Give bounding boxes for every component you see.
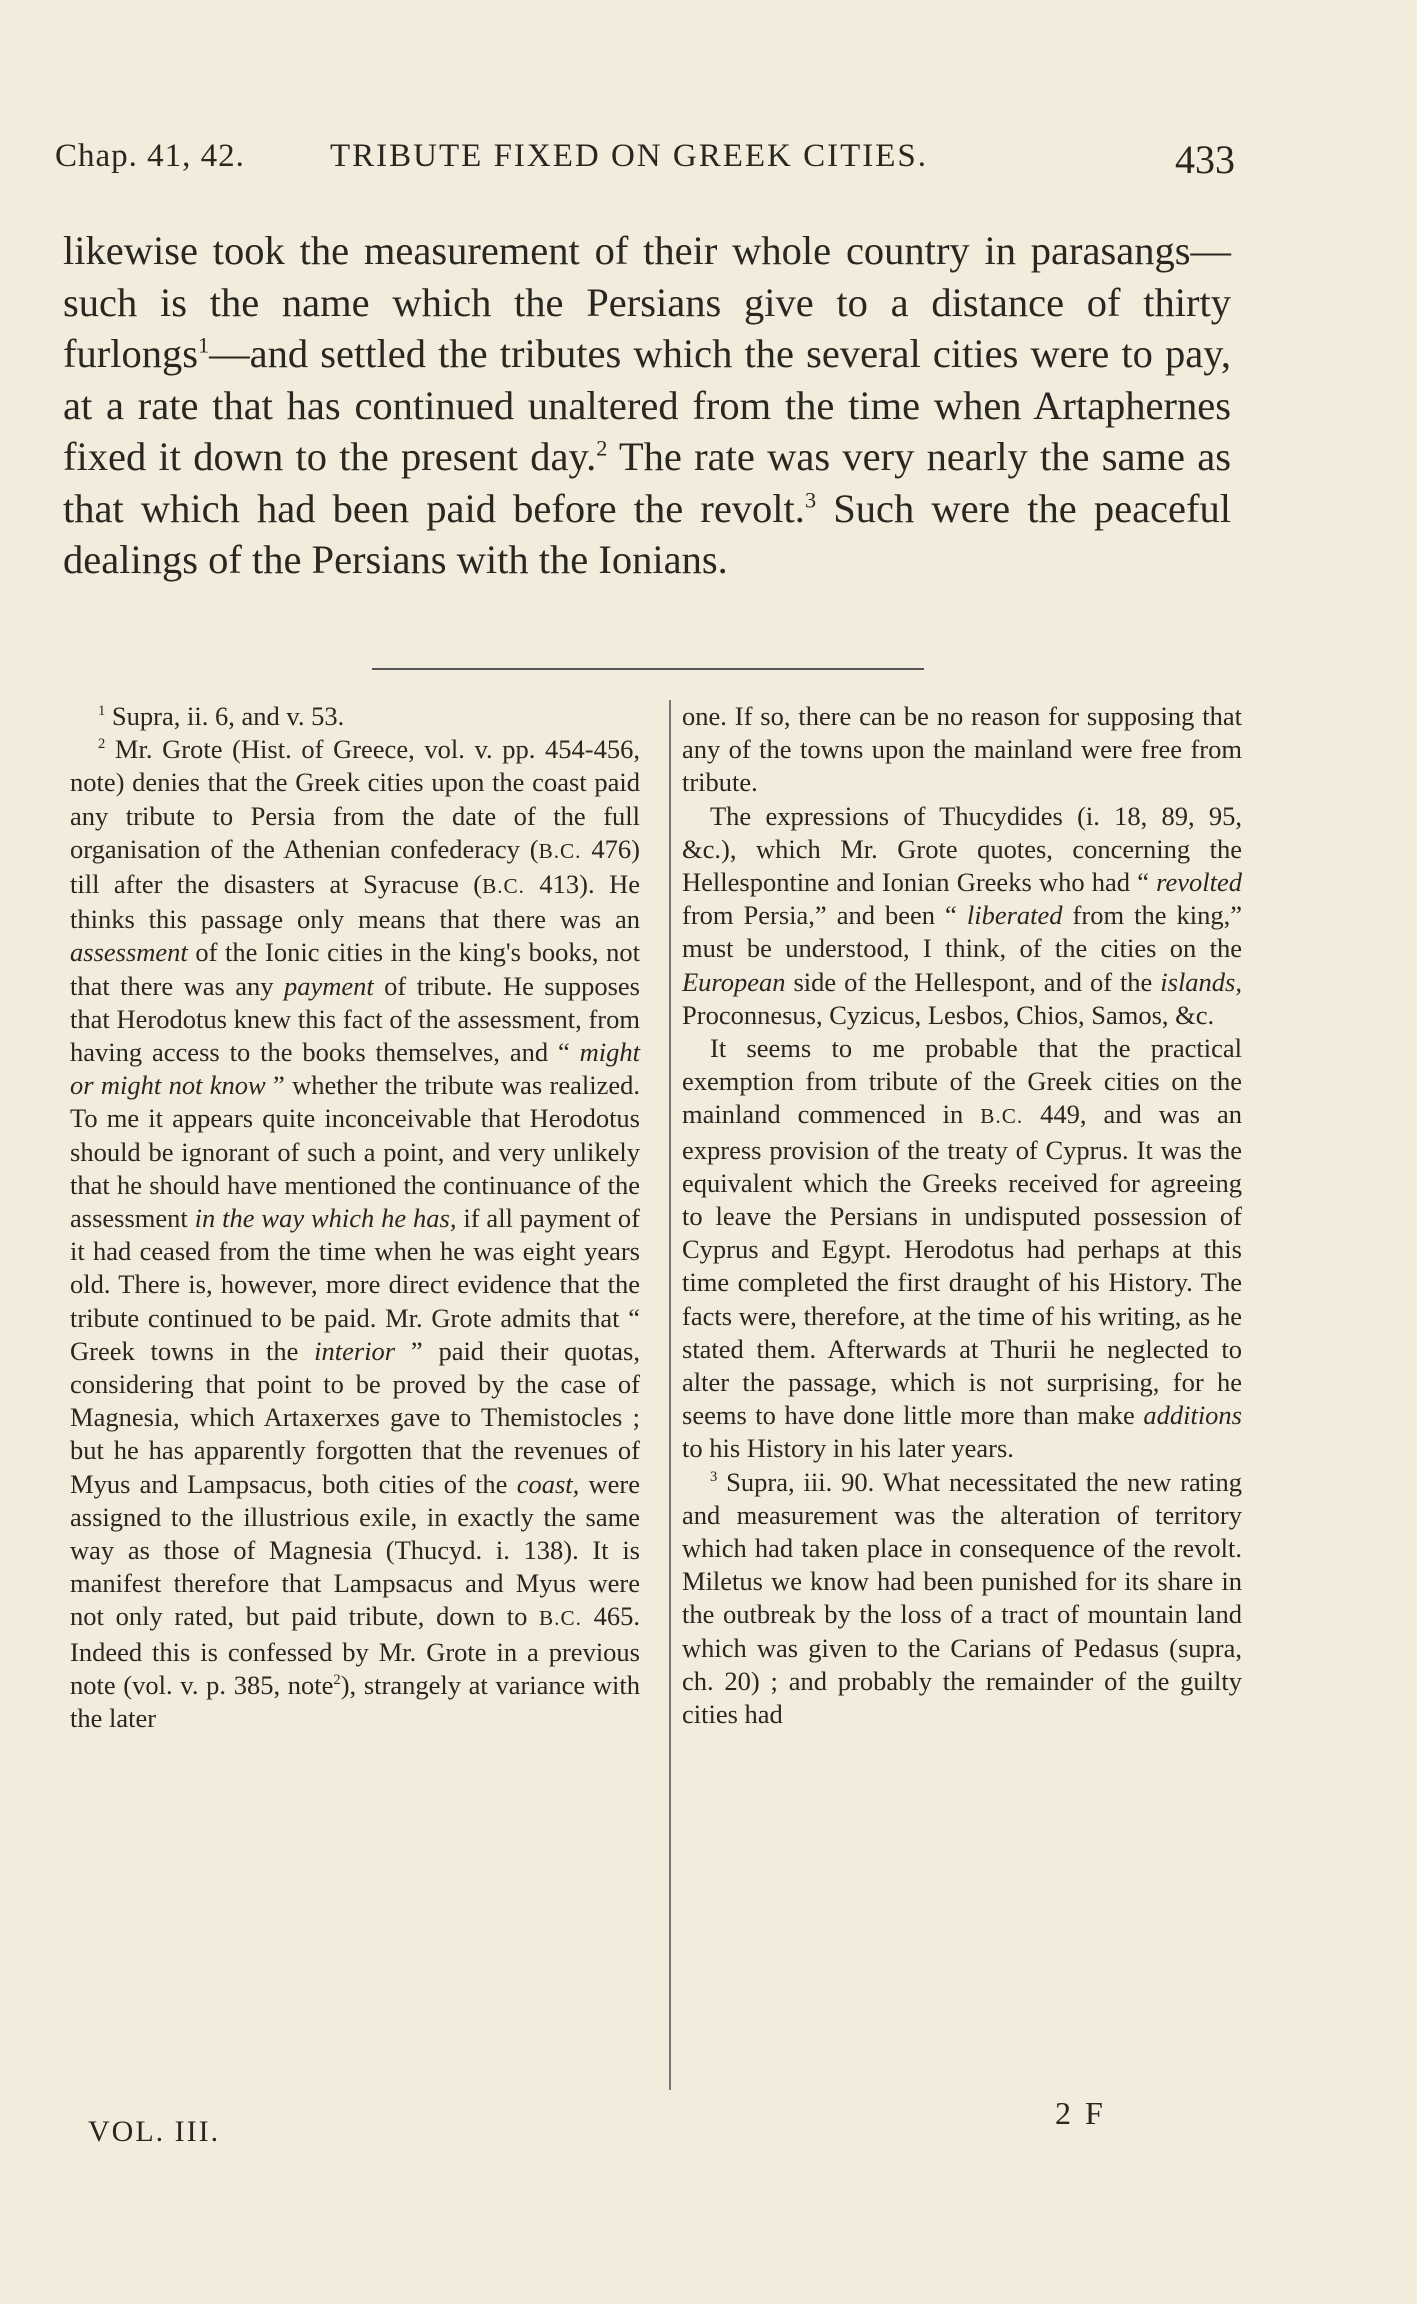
footnotes-right-column (682, 700, 1242, 1731)
footnote-1: $^1$ Supra, ii. 6, and v. 53. (98, 701, 345, 731)
footnote-2-paragraph-2: The expressions of Thucydides (i. 18, 89, 95, &c.), which Mr. Grote quotes, concerning the Hellespontine and Ionian Greeks who had “ revolted from Persia,” and been “ liberated from the king,” must be understood, I think, of the cities on the European side of the Hellespont, and of the islands, Proconnesus, Cyzicus, Lesbos, Chios, Samos, &c. (682, 800, 1242, 1030)
footnote-2-paragraph-3: It seems to me probable that the practical exemption from tribute of the Greek cities on the mainland commenced in B.C. 449, and was an express provision of the treaty of Cyprus. It was the equivalent which the Greeks received for agreeing to leave the Persians in undisputed possession of Cyprus and Egypt. Herodotus had perhaps at this time completed the first draught of his History. The facts were, therefore, at the time of his writing, as he stated them. Afterwards at Thurii he neglected to alter the passage, which is not surprising, for he seems to have done little more than make additions to his History in his later years. (682, 1033, 1242, 1464)
footnotes-left-column (70, 700, 640, 1735)
chapter-reference: Chap. 41, 42. (55, 138, 245, 174)
footnote-ref-3: 3 (804, 487, 817, 512)
page-number: 433 (1175, 137, 1235, 182)
footnote-3: $^3$ Supra, iii. 90. What necessitated the new rating and measurement was the alteration of territory which had taken place in consequence of the revolt. Miletus we know had been punished for its share in the outbreak by the loss of a tract of mountain land which was given to the Carians of Pedasus (supra, ch. 20) ; and probably the remainder of the guilty cities had (682, 1466, 1242, 1730)
column-divider (669, 700, 671, 2090)
signature-mark: 2 F (1055, 2095, 1106, 2131)
footnote-separator (372, 668, 924, 670)
footnote-ref-1: 1 (198, 332, 210, 358)
footnote-ref-2: 2 (596, 435, 608, 461)
footnote-2: $^2$ Mr. Grote (Hist. of Greece, vol. v. pp. 454-456, note) denies that the Greek cities upon the coast paid any tribute to Persia from the date of the full organisation of the Athenian confederacy (B.C. 476) till after the disasters at Syracuse (B.C. 413). He thinks this passage only means that there was an assessment of the Ionic cities in the king's books, not that there was any payment of tribute. He supposes that Herodotus knew this fact of the assessment, from having access to the books themselves, and “ might or might not know ” whether the tribute was realized. To me it appears quite inconceivable that Herodotus should be ignorant of such a point, and very unlikely that he should have mentioned the continuance of the assessment in the way which he has, if all payment of it had ceased from the time when he was eight years old. There is, however, more direct evidence that the tribute continued to be paid. Mr. Grote admits that “ Greek towns in the interior ” paid their quotas, considering that point to be proved by the case of Magnesia, which Artaxerxes gave to Themistocles ; but he has apparently forgotten that the revenues of Myus and Lampsacus, both cities of the coast, were assigned to the illustrious exile, in exactly the same way as those of Magnesia (Thucyd. i. 138). It is manifest therefore that Lampsacus and Myus were not only rated, but paid tribute, down to B.C. 465. Indeed this is confessed by Mr. Grote in a previous note (vol. v. p. 385, note$^2$), strangely at variance with the later (70, 734, 641, 1734)
running-head (55, 138, 1235, 188)
volume-label: VOL. III. (88, 2115, 221, 2148)
main-paragraph: likewise took the measurement of their whole country in parasangs—such is the name which the Persians give to a distance of thirty furlongs$^1$—and settled the tributes which the several cities were to pay, at a rate that has continued unaltered from the time when Artaphernes fixed it down to the present day.$^2$ The rate was very nearly the same as that which had been paid before the revolt.$^3$ Such were the peaceful dealings of the Persians with the Ionians. (63, 228, 1232, 582)
footnote-2-continued: one. If so, there can be no reason for supposing that any of the towns upon the mainland were free from tribute. (682, 701, 1242, 798)
running-title: TRIBUTE FIXED ON GREEK CITIES. (330, 138, 929, 174)
